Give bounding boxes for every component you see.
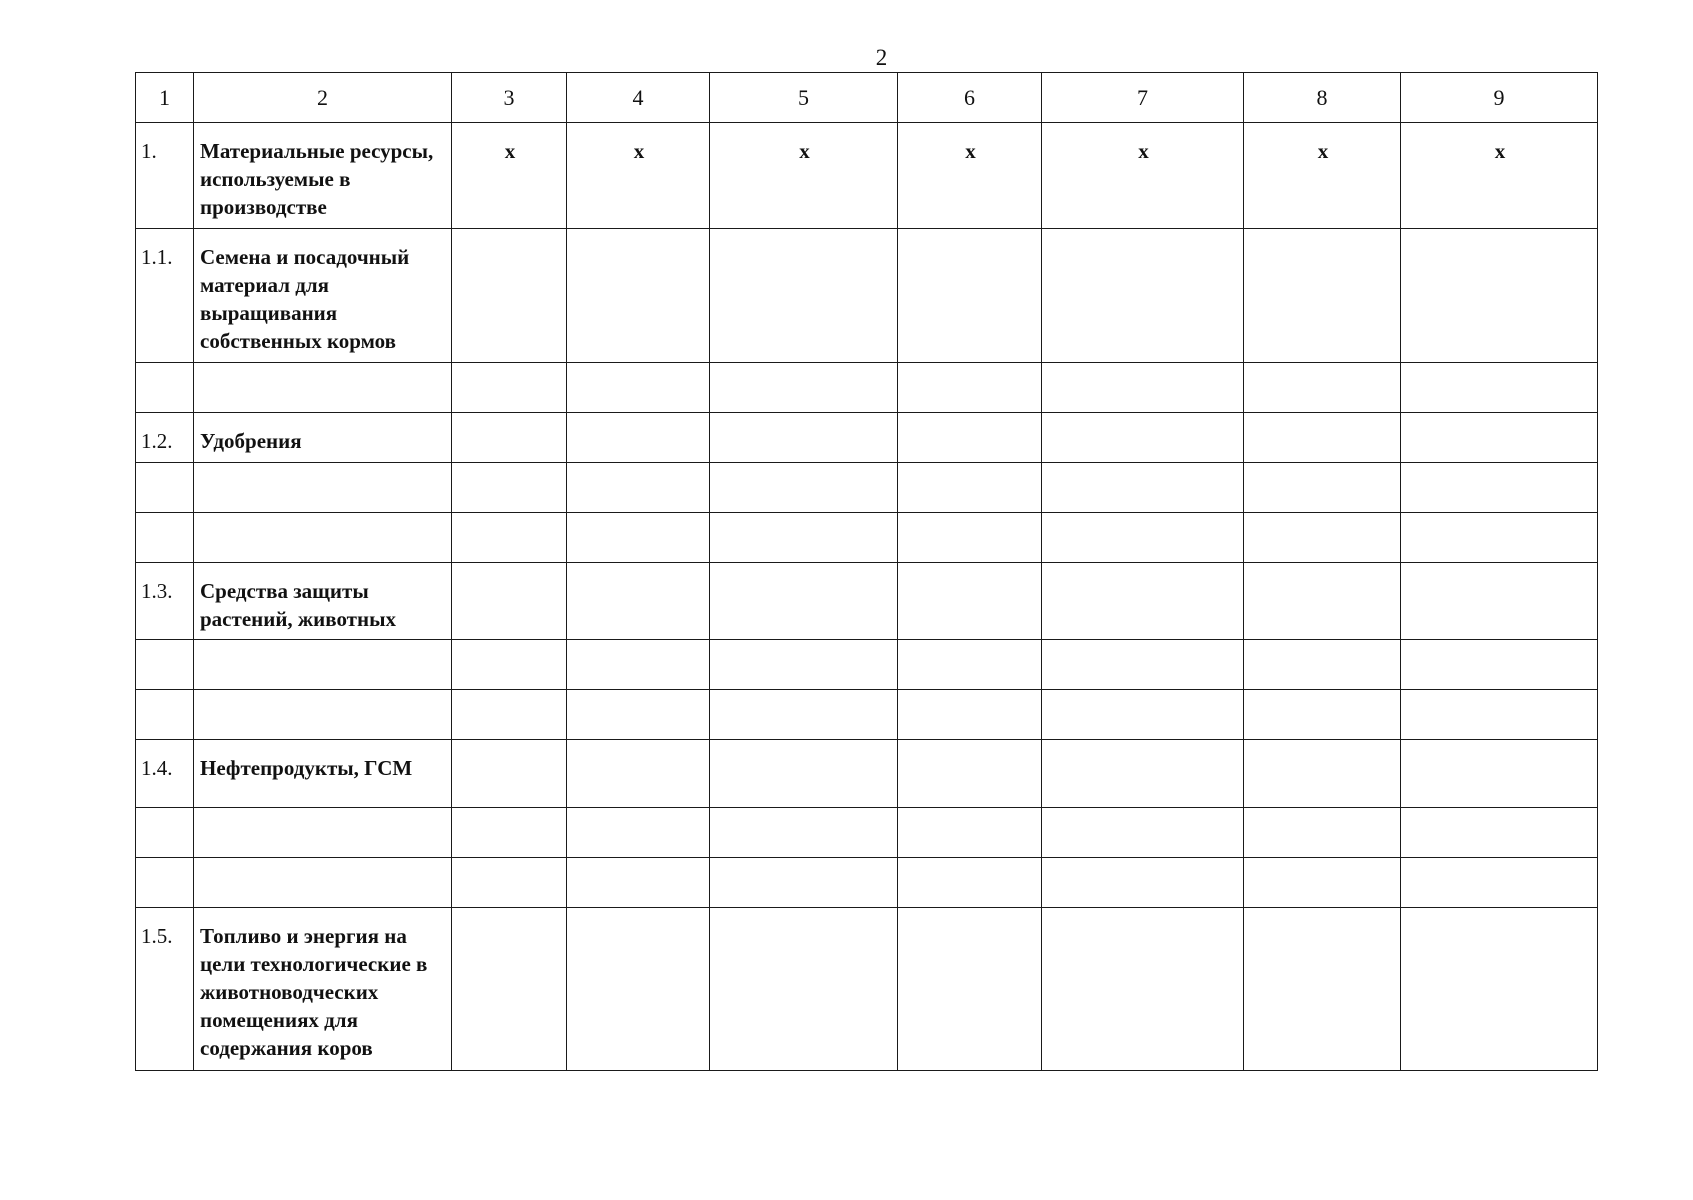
row-number-cell bbox=[136, 690, 194, 740]
table-row bbox=[136, 229, 1598, 363]
value-cell bbox=[567, 413, 710, 463]
row-name-cell bbox=[194, 808, 452, 858]
value-cell bbox=[710, 463, 898, 513]
value-cell bbox=[1244, 858, 1401, 908]
value-cell bbox=[1244, 463, 1401, 513]
value-cell bbox=[567, 563, 710, 640]
value-cell bbox=[567, 229, 710, 363]
value-cell: x bbox=[710, 123, 898, 229]
value-cell bbox=[898, 563, 1042, 640]
table-row bbox=[136, 123, 1598, 229]
value-cell bbox=[1401, 858, 1598, 908]
value-cell bbox=[1042, 413, 1244, 463]
value-cell bbox=[1042, 908, 1244, 1071]
value-cell bbox=[898, 463, 1042, 513]
value-cell bbox=[710, 413, 898, 463]
value-cell bbox=[1042, 363, 1244, 413]
row-name-cell bbox=[194, 463, 452, 513]
value-cell bbox=[567, 808, 710, 858]
table-header-row bbox=[136, 73, 1598, 123]
row-name-cell: Нефтепродукты, ГСМ bbox=[194, 740, 452, 808]
value-cell bbox=[1401, 808, 1598, 858]
value-cell: x bbox=[567, 123, 710, 229]
column-header: 4 bbox=[567, 73, 710, 123]
table-row bbox=[136, 513, 1598, 563]
table-row bbox=[136, 908, 1598, 1071]
value-cell bbox=[710, 740, 898, 808]
value-cell bbox=[710, 229, 898, 363]
table-body bbox=[136, 73, 1598, 1071]
row-number-cell bbox=[136, 808, 194, 858]
row-name-cell bbox=[194, 690, 452, 740]
value-cell bbox=[898, 363, 1042, 413]
table-row bbox=[136, 413, 1598, 463]
row-name-cell: Семена и посадочный материал для выращивания собственных кормов bbox=[194, 229, 452, 363]
value-cell bbox=[898, 640, 1042, 690]
row-number-cell bbox=[136, 513, 194, 563]
value-cell bbox=[1401, 740, 1598, 808]
column-header: 8 bbox=[1244, 73, 1401, 123]
value-cell bbox=[1244, 640, 1401, 690]
value-cell bbox=[898, 690, 1042, 740]
row-name-cell bbox=[194, 513, 452, 563]
value-cell bbox=[1042, 463, 1244, 513]
value-cell bbox=[567, 640, 710, 690]
value-cell bbox=[1401, 563, 1598, 640]
value-cell: x bbox=[452, 123, 567, 229]
row-name-cell bbox=[194, 640, 452, 690]
value-cell bbox=[1042, 640, 1244, 690]
value-cell bbox=[1042, 690, 1244, 740]
value-cell: x bbox=[1401, 123, 1598, 229]
value-cell bbox=[452, 563, 567, 640]
value-cell bbox=[1042, 513, 1244, 563]
row-name-cell: Средства защиты растений, животных bbox=[194, 563, 452, 640]
value-cell bbox=[710, 808, 898, 858]
value-cell bbox=[1042, 858, 1244, 908]
row-name-cell bbox=[194, 858, 452, 908]
value-cell bbox=[452, 690, 567, 740]
value-cell: x bbox=[1042, 123, 1244, 229]
row-number-cell: 1.3. bbox=[136, 563, 194, 640]
value-cell bbox=[710, 908, 898, 1071]
row-name-cell bbox=[194, 363, 452, 413]
table-row bbox=[136, 463, 1598, 513]
value-cell bbox=[452, 640, 567, 690]
value-cell bbox=[1244, 740, 1401, 808]
value-cell bbox=[1244, 563, 1401, 640]
value-cell: x bbox=[1244, 123, 1401, 229]
value-cell bbox=[452, 363, 567, 413]
column-header: 2 bbox=[194, 73, 452, 123]
value-cell bbox=[1401, 908, 1598, 1071]
row-number-cell: 1. bbox=[136, 123, 194, 229]
table-row bbox=[136, 740, 1598, 808]
value-cell bbox=[1244, 363, 1401, 413]
row-number-cell: 1.4. bbox=[136, 740, 194, 808]
value-cell bbox=[710, 690, 898, 740]
value-cell bbox=[1401, 690, 1598, 740]
row-number-cell: 1.2. bbox=[136, 413, 194, 463]
value-cell bbox=[452, 740, 567, 808]
value-cell bbox=[452, 808, 567, 858]
value-cell bbox=[567, 858, 710, 908]
value-cell bbox=[1401, 640, 1598, 690]
value-cell bbox=[710, 513, 898, 563]
value-cell bbox=[1244, 690, 1401, 740]
column-header: 1 bbox=[136, 73, 194, 123]
table-row bbox=[136, 563, 1598, 640]
row-name-cell: Удобрения bbox=[194, 413, 452, 463]
table-row bbox=[136, 690, 1598, 740]
value-cell bbox=[1042, 808, 1244, 858]
value-cell bbox=[1244, 808, 1401, 858]
column-header: 3 bbox=[452, 73, 567, 123]
table-row bbox=[136, 808, 1598, 858]
value-cell bbox=[452, 908, 567, 1071]
row-number-cell bbox=[136, 363, 194, 413]
value-cell bbox=[567, 690, 710, 740]
column-header: 6 bbox=[898, 73, 1042, 123]
value-cell bbox=[710, 640, 898, 690]
value-cell bbox=[710, 563, 898, 640]
value-cell bbox=[1042, 229, 1244, 363]
value-cell bbox=[1401, 513, 1598, 563]
value-cell bbox=[452, 413, 567, 463]
value-cell bbox=[452, 513, 567, 563]
row-number-cell: 1.1. bbox=[136, 229, 194, 363]
value-cell bbox=[898, 513, 1042, 563]
value-cell bbox=[898, 908, 1042, 1071]
value-cell bbox=[452, 229, 567, 363]
resources-table bbox=[135, 72, 1598, 1071]
value-cell bbox=[567, 363, 710, 413]
value-cell bbox=[1401, 229, 1598, 363]
row-number-cell bbox=[136, 640, 194, 690]
value-cell bbox=[1244, 908, 1401, 1071]
value-cell bbox=[898, 413, 1042, 463]
value-cell bbox=[452, 463, 567, 513]
table-row bbox=[136, 363, 1598, 413]
row-name-cell: Материальные ресурсы, используемые в производстве bbox=[194, 123, 452, 229]
row-number-cell bbox=[136, 463, 194, 513]
value-cell bbox=[452, 858, 567, 908]
page-number: 2 bbox=[875, 45, 888, 70]
value-cell bbox=[1244, 413, 1401, 463]
value-cell bbox=[567, 463, 710, 513]
value-cell bbox=[898, 808, 1042, 858]
table-row bbox=[136, 858, 1598, 908]
value-cell bbox=[710, 858, 898, 908]
value-cell bbox=[898, 229, 1042, 363]
value-cell bbox=[567, 513, 710, 563]
value-cell bbox=[710, 363, 898, 413]
column-header: 9 bbox=[1401, 73, 1598, 123]
value-cell bbox=[1401, 413, 1598, 463]
row-name-cell: Топливо и энергия на цели технологические в животноводческих помещениях для содержания коров bbox=[194, 908, 452, 1071]
value-cell bbox=[1042, 563, 1244, 640]
value-cell bbox=[1401, 363, 1598, 413]
value-cell: x bbox=[898, 123, 1042, 229]
value-cell bbox=[1244, 229, 1401, 363]
column-header: 7 bbox=[1042, 73, 1244, 123]
value-cell bbox=[1244, 513, 1401, 563]
value-cell bbox=[1401, 463, 1598, 513]
value-cell bbox=[567, 908, 710, 1071]
row-number-cell: 1.5. bbox=[136, 908, 194, 1071]
row-number-cell bbox=[136, 858, 194, 908]
column-header: 5 bbox=[710, 73, 898, 123]
value-cell bbox=[898, 740, 1042, 808]
table-row bbox=[136, 640, 1598, 690]
value-cell bbox=[1042, 740, 1244, 808]
value-cell bbox=[898, 858, 1042, 908]
value-cell bbox=[567, 740, 710, 808]
